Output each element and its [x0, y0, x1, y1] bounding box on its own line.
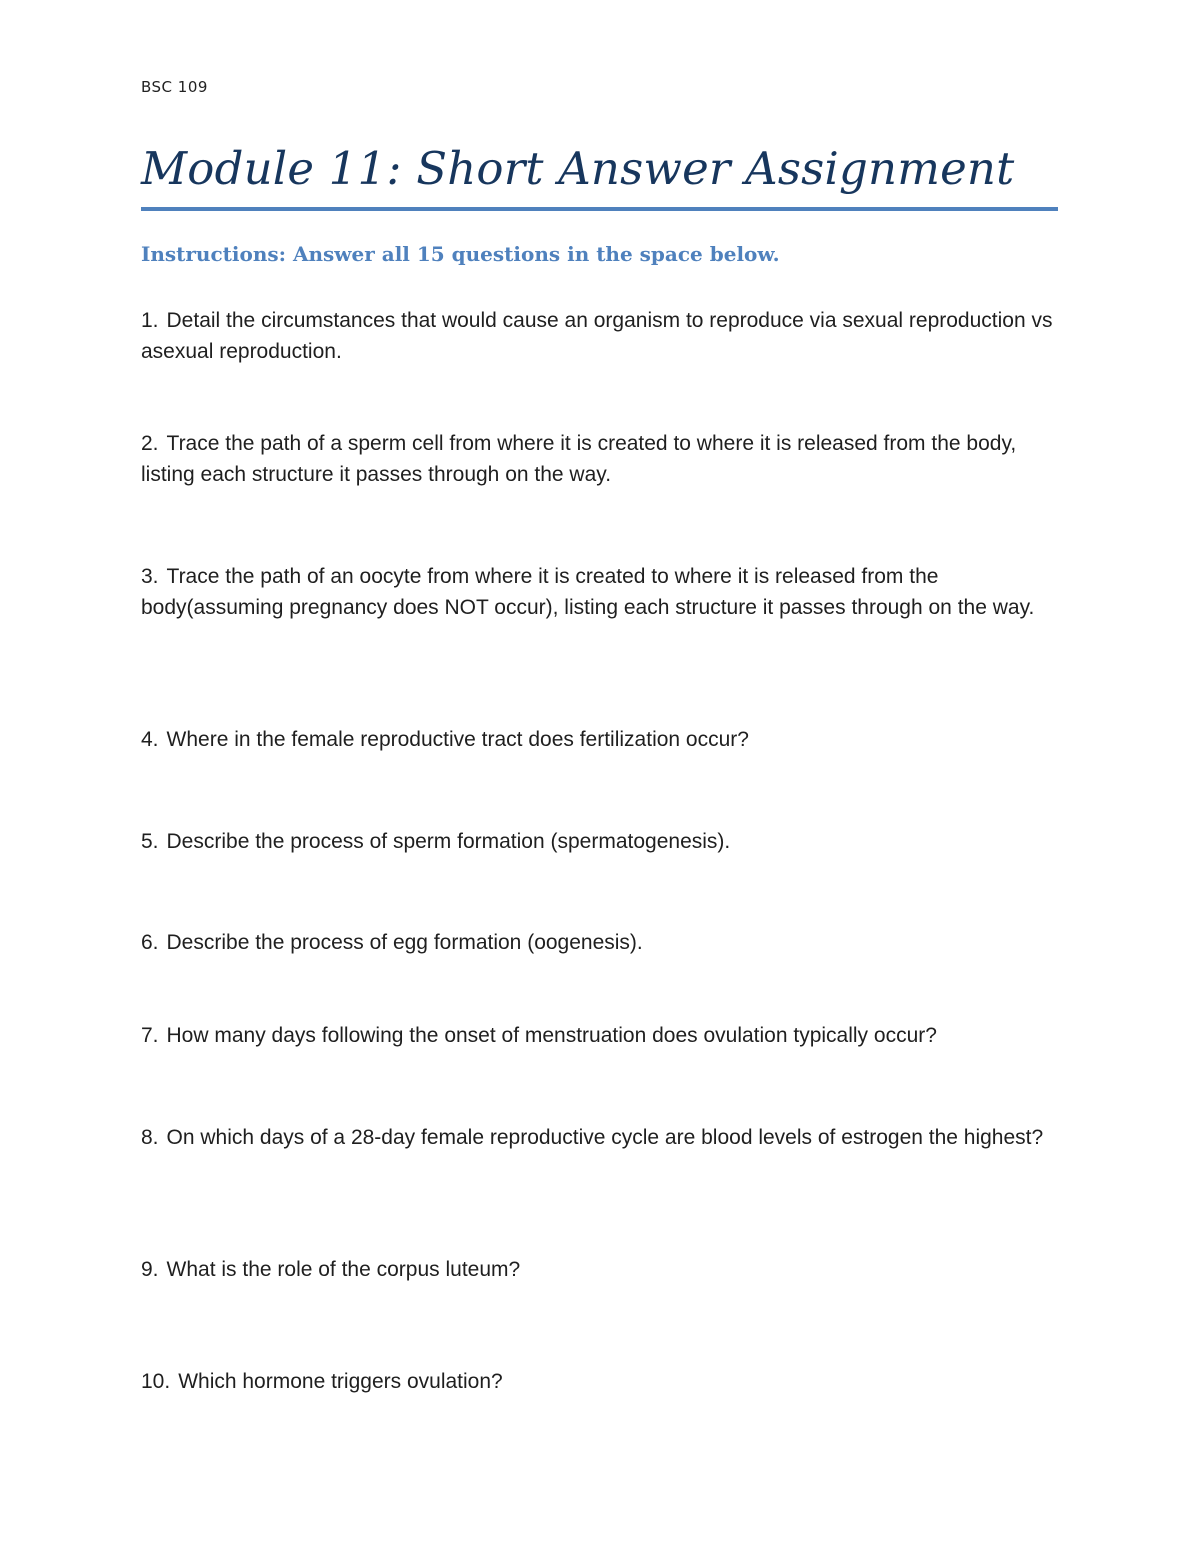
course-header: BSC 109 [141, 78, 208, 96]
instructions-heading: Instructions: Answer all 15 questions in the space below. [141, 242, 780, 266]
question-10 [141, 1366, 1061, 1397]
question-text: Trace the path of an oocyte from where it is created to where it is released from the body(assuming pregnancy does NOT occur), listing each structure it passes through on the way. [141, 565, 1035, 619]
question-4 [141, 724, 1061, 755]
question-9 [141, 1254, 1061, 1285]
question-number: 3. [141, 565, 159, 588]
question-text: Describe the process of egg formation (oogenesis). [166, 931, 643, 954]
question-text: Trace the path of a sperm cell from where it is created to where it is released from the body, listing each structure it passes through on the way. [141, 432, 1017, 486]
question-text: On which days of a 28-day female reproductive cycle are blood levels of estrogen the highest? [166, 1126, 1044, 1149]
question-number: 5. [141, 830, 159, 853]
question-number: 6. [141, 931, 159, 954]
question-number: 9. [141, 1258, 159, 1281]
question-6 [141, 927, 1061, 958]
question-1 [141, 305, 1061, 367]
question-number: 7. [141, 1024, 159, 1047]
question-number: 8. [141, 1126, 159, 1149]
question-text: What is the role of the corpus luteum? [166, 1258, 521, 1281]
question-number: 10. [141, 1370, 171, 1393]
question-text: Where in the female reproductive tract does fertilization occur? [166, 728, 749, 751]
question-text: Which hormone triggers ovulation? [178, 1370, 503, 1393]
question-text: Detail the circumstances that would cause an organism to reproduce via sexual reproduction vs asexual reproduction. [141, 309, 1053, 363]
question-number: 1. [141, 309, 159, 332]
question-2 [141, 428, 1061, 490]
question-text: Describe the process of sperm formation (spermatogenesis). [166, 830, 731, 853]
question-3 [141, 561, 1061, 623]
question-5 [141, 826, 1061, 857]
question-7 [141, 1020, 1061, 1051]
question-number: 4. [141, 728, 159, 751]
question-text: How many days following the onset of menstruation does ovulation typically occur? [166, 1024, 937, 1047]
page-title: Module 11: Short Answer Assignment [141, 142, 1015, 195]
title-underline [141, 207, 1058, 211]
question-8 [141, 1122, 1061, 1153]
question-number: 2. [141, 432, 159, 455]
